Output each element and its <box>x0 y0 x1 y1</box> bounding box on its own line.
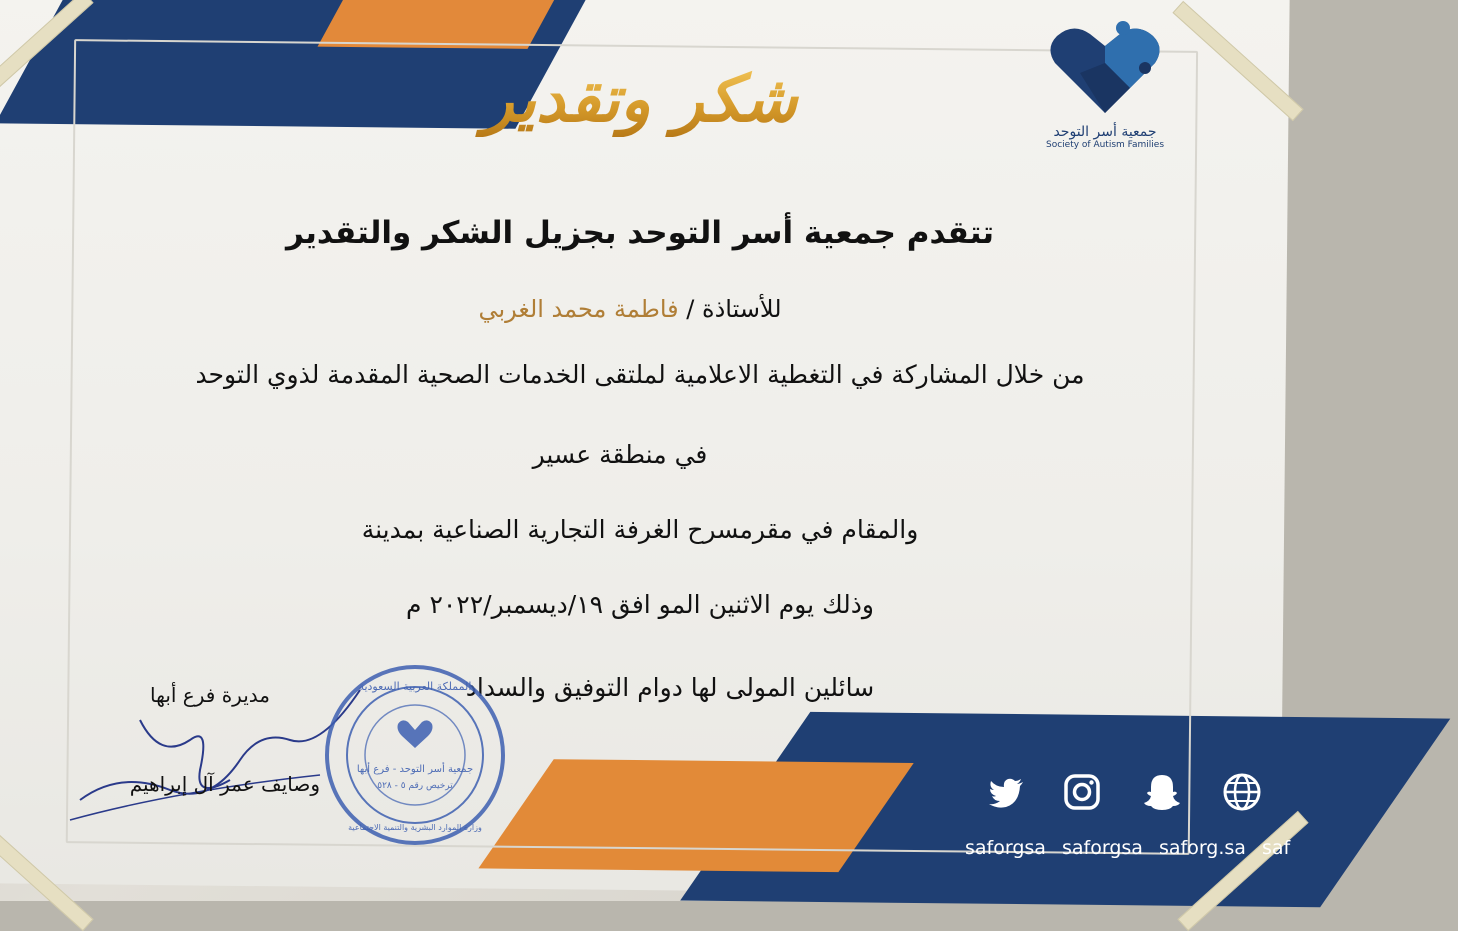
region-line: في منطقة عسير <box>532 440 708 469</box>
venue-line: والمقام في مقرمسرح الغرفة التجارية الصناعية بمدينة <box>361 515 919 544</box>
twitter-handle: saforgsa <box>965 837 1046 859</box>
website-handle: saf <box>1262 837 1291 859</box>
participation-line: من خلال المشاركة في التغطية الاعلامية لملتقى الخدمات الصحية المقدمة لذوي التوحد <box>195 360 1085 389</box>
org-name-english: Society of Autism Families <box>1045 140 1165 150</box>
recipient-name: فاطمة محمد الغربي <box>478 295 679 323</box>
svg-text:المملكة العربية السعودية: المملكة العربية السعودية <box>358 680 472 693</box>
globe-icon <box>1220 770 1264 814</box>
closing-line: سائلين المولى لها دوام التوفيق والسداد <box>465 673 875 702</box>
svg-text:جمعية أسر التوحد - فرع أبها: جمعية أسر التوحد - فرع أبها <box>356 764 474 775</box>
instagram-icon <box>1060 770 1104 814</box>
svg-text:ترخيص رقم ٥ - ٥٢٨: ترخيص رقم ٥ - ٥٢٨ <box>377 781 453 791</box>
social-handles <box>965 837 1291 859</box>
appreciation-line: تتقدم جمعية أسر التوحد بجزيل الشكر والتقدير <box>285 215 995 251</box>
recipient-line <box>420 295 840 323</box>
org-logo <box>1030 18 1180 178</box>
twitter-icon <box>985 770 1029 814</box>
date-line: وذلك يوم الاثنين المو افق ١٩/ديسمبر/٢٠٢٢ م <box>406 590 874 619</box>
recipient-prefix: للأستاذة / <box>686 295 782 323</box>
official-stamp <box>320 660 510 850</box>
org-name-arabic: جمعية أسر التوحد <box>1053 124 1157 140</box>
signatory-name: وصايف عمر آل إبراهيم <box>129 772 320 796</box>
certificate-heading: شكر وتقدير <box>440 62 840 137</box>
signatory-title: مديرة فرع أبها <box>150 683 270 707</box>
svg-text:وزارة الموارد البشرية والتنمية: وزارة الموارد البشرية والتنمية الاجتماعية <box>348 823 482 832</box>
snapchat-icon <box>1140 770 1184 814</box>
instagram-handle: saforgsa <box>1061 837 1143 859</box>
snapchat-handle: saforg.sa <box>1158 837 1246 859</box>
puzzle-heart-icon <box>1045 18 1165 118</box>
